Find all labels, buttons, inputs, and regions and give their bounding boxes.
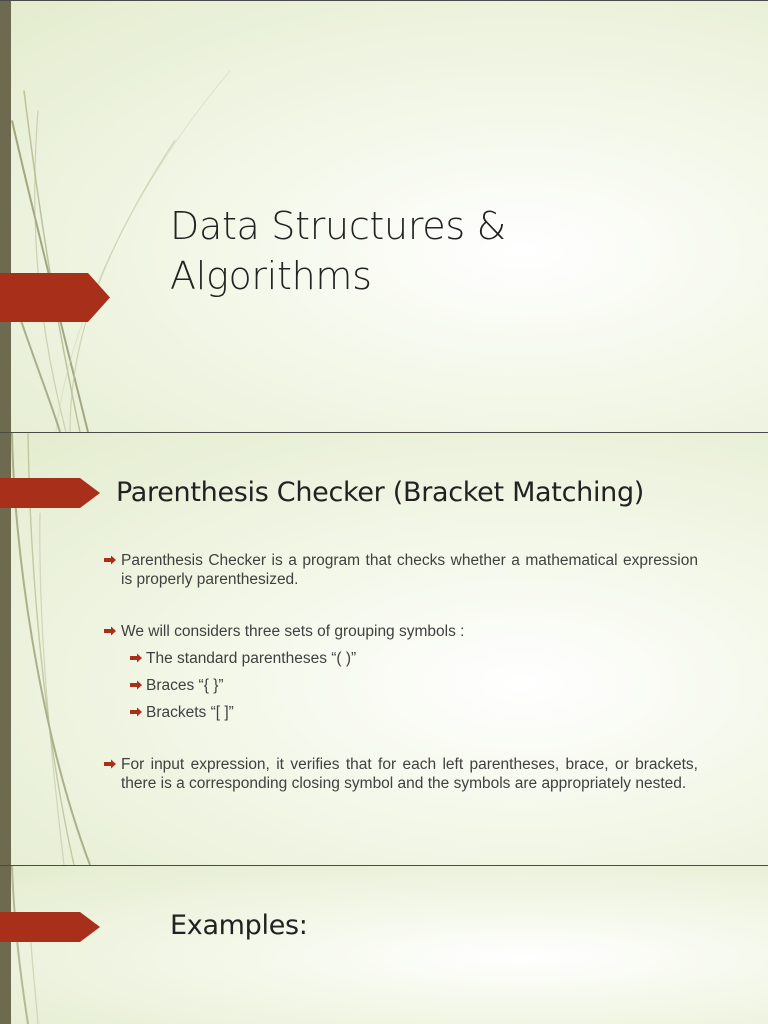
bullet-text: For input expression, it verifies that for each left parentheses, brace, or brackets, there is a corresponding closing symbol and the symbols are appropriately nested. (121, 756, 698, 792)
accent-tag (0, 912, 100, 942)
bullet-item (104, 755, 698, 793)
pen-nib-bullet-icon (104, 555, 116, 565)
examples-slide (0, 866, 768, 1024)
sub-bullet-text: Brackets “[ ]” (146, 704, 234, 721)
pen-nib-bullet-icon (130, 653, 142, 663)
accent-tag (0, 273, 110, 322)
sub-bullet-item (104, 676, 698, 695)
bullet-text: We will considers three sets of grouping symbols : (121, 623, 465, 640)
slide-heading: Examples: (170, 910, 308, 941)
pen-nib-bullet-icon (104, 626, 116, 636)
pen-nib-bullet-icon (104, 759, 116, 769)
pen-nib-bullet-icon (130, 680, 142, 690)
pen-nib-bullet-icon (130, 707, 142, 717)
title-line-1: Data Structures & (170, 204, 506, 248)
slide-heading: Parenthesis Checker (Bracket Matching) (116, 477, 645, 508)
slide-side-bar (0, 1, 11, 432)
slide-side-bar (0, 866, 11, 1024)
accent-tag (0, 478, 100, 508)
sub-bullet-item (104, 649, 698, 668)
bullet-text: Parenthesis Checker is a program that checks whether a mathematical expression is properly parenthesized. (121, 552, 698, 588)
decorative-curves (0, 866, 768, 1024)
content-slide (0, 433, 768, 866)
title-line-2: Algorithms (170, 254, 372, 298)
bullet-item (104, 551, 698, 589)
title-slide (0, 0, 768, 433)
sub-bullet-text: Braces “{ }” (146, 677, 224, 694)
bullet-item (104, 622, 698, 641)
sub-bullet-item (104, 703, 698, 722)
sub-bullet-text: The standard parentheses “( )” (146, 650, 357, 667)
bullet-list (104, 551, 698, 793)
presentation-title (170, 201, 730, 301)
